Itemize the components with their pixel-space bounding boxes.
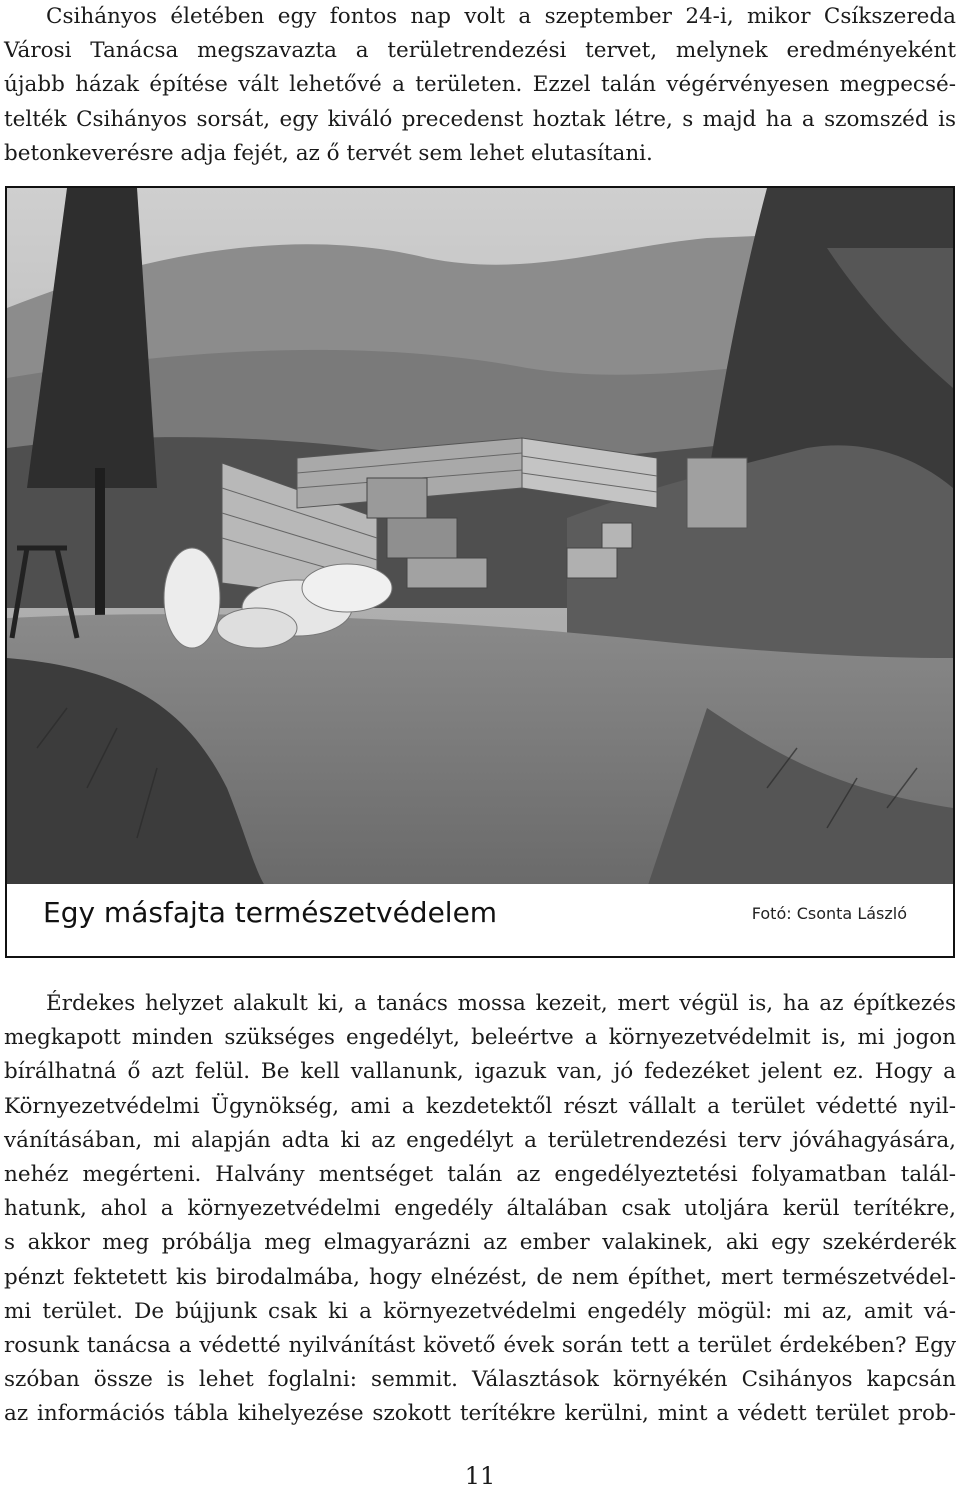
- caption-bar: [7, 884, 953, 956]
- construction-site-photo: [7, 188, 953, 888]
- top-paragraph: [4, 0, 956, 171]
- text-line: Érdekes helyzet alakult ki, a tanács mossa kezeit, mert végül is, ha az építkezés: [46, 991, 956, 1016]
- body-paragraph: [4, 987, 956, 1432]
- text-line: betonkeverésre adja fejét, az ő tervét sem lehet elutasítani.: [4, 140, 653, 166]
- photo-figure: [5, 186, 955, 958]
- photo-caption: Egy másfajta természetvédelem: [43, 896, 498, 929]
- text-line: bírálhatná ő azt felül. Be kell vallanunk, igazuk van, jó fedezéket jelent ez. Hogy a: [4, 1059, 956, 1085]
- text-line: s akkor meg próbálja meg elmagyarázni az ember valakinek, aki egy szekérderék: [4, 1230, 956, 1256]
- text-line: vánításában, mi alapján adta ki az engedélyt a területrendezési terv jóváhagyására,: [4, 1127, 956, 1153]
- text-line: Környezetvédelmi Ügynökség, ami a kezdetektől részt vállalt a terület védetté nyil-: [4, 1093, 956, 1119]
- text-line: rosunk tanácsa a védetté nyilvánítást követő évek során tett a terület érdekében? Egy: [4, 1333, 956, 1359]
- text-line: telték Csihányos sorsát, egy kiváló precedenst hoztak létre, s majd ha a szomszéd is: [4, 106, 956, 132]
- text-line: Csihányos életében egy fontos nap volt a szeptember 24-i, mikor Csíkszereda: [46, 4, 956, 29]
- text-line: újabb házak építése vált lehetővé a területen. Ezzel talán végérvényesen megpecsé-: [4, 72, 956, 98]
- photo-credit: Fotó: Csonta László: [751, 904, 907, 923]
- text-line: az információs tábla kihelyezése szokott terítékre kerülni, mint a védett terület prob-: [4, 1401, 956, 1427]
- text-line: nehéz megérteni. Halvány mentséget talán az engedélyeztetési folyamatban talál-: [4, 1162, 956, 1188]
- text-line: mi terület. De bújjunk csak ki a környezetvédelmi engedély mögül: mi az, amit vá-: [4, 1298, 956, 1324]
- text-line: szóban össze is lehet foglalni: semmit. Választások környékén Csihányos kapcsán: [4, 1367, 956, 1393]
- page-number: 11: [464, 1462, 496, 1490]
- text-line: Városi Tanácsa megszavazta a területrendezési tervet, melynek eredményeként: [4, 38, 956, 64]
- text-line: pénzt fektetett kis birodalmába, hogy elnézést, de nem építhet, mert természetvédel-: [4, 1264, 956, 1290]
- text-line: hatunk, ahol a környezetvédelmi engedély általában csak utoljára kerül terítékre,: [4, 1196, 956, 1222]
- text-line: megkapott minden szükséges engedélyt, beleértve a környezetvédelmit is, mi jogon: [4, 1025, 956, 1051]
